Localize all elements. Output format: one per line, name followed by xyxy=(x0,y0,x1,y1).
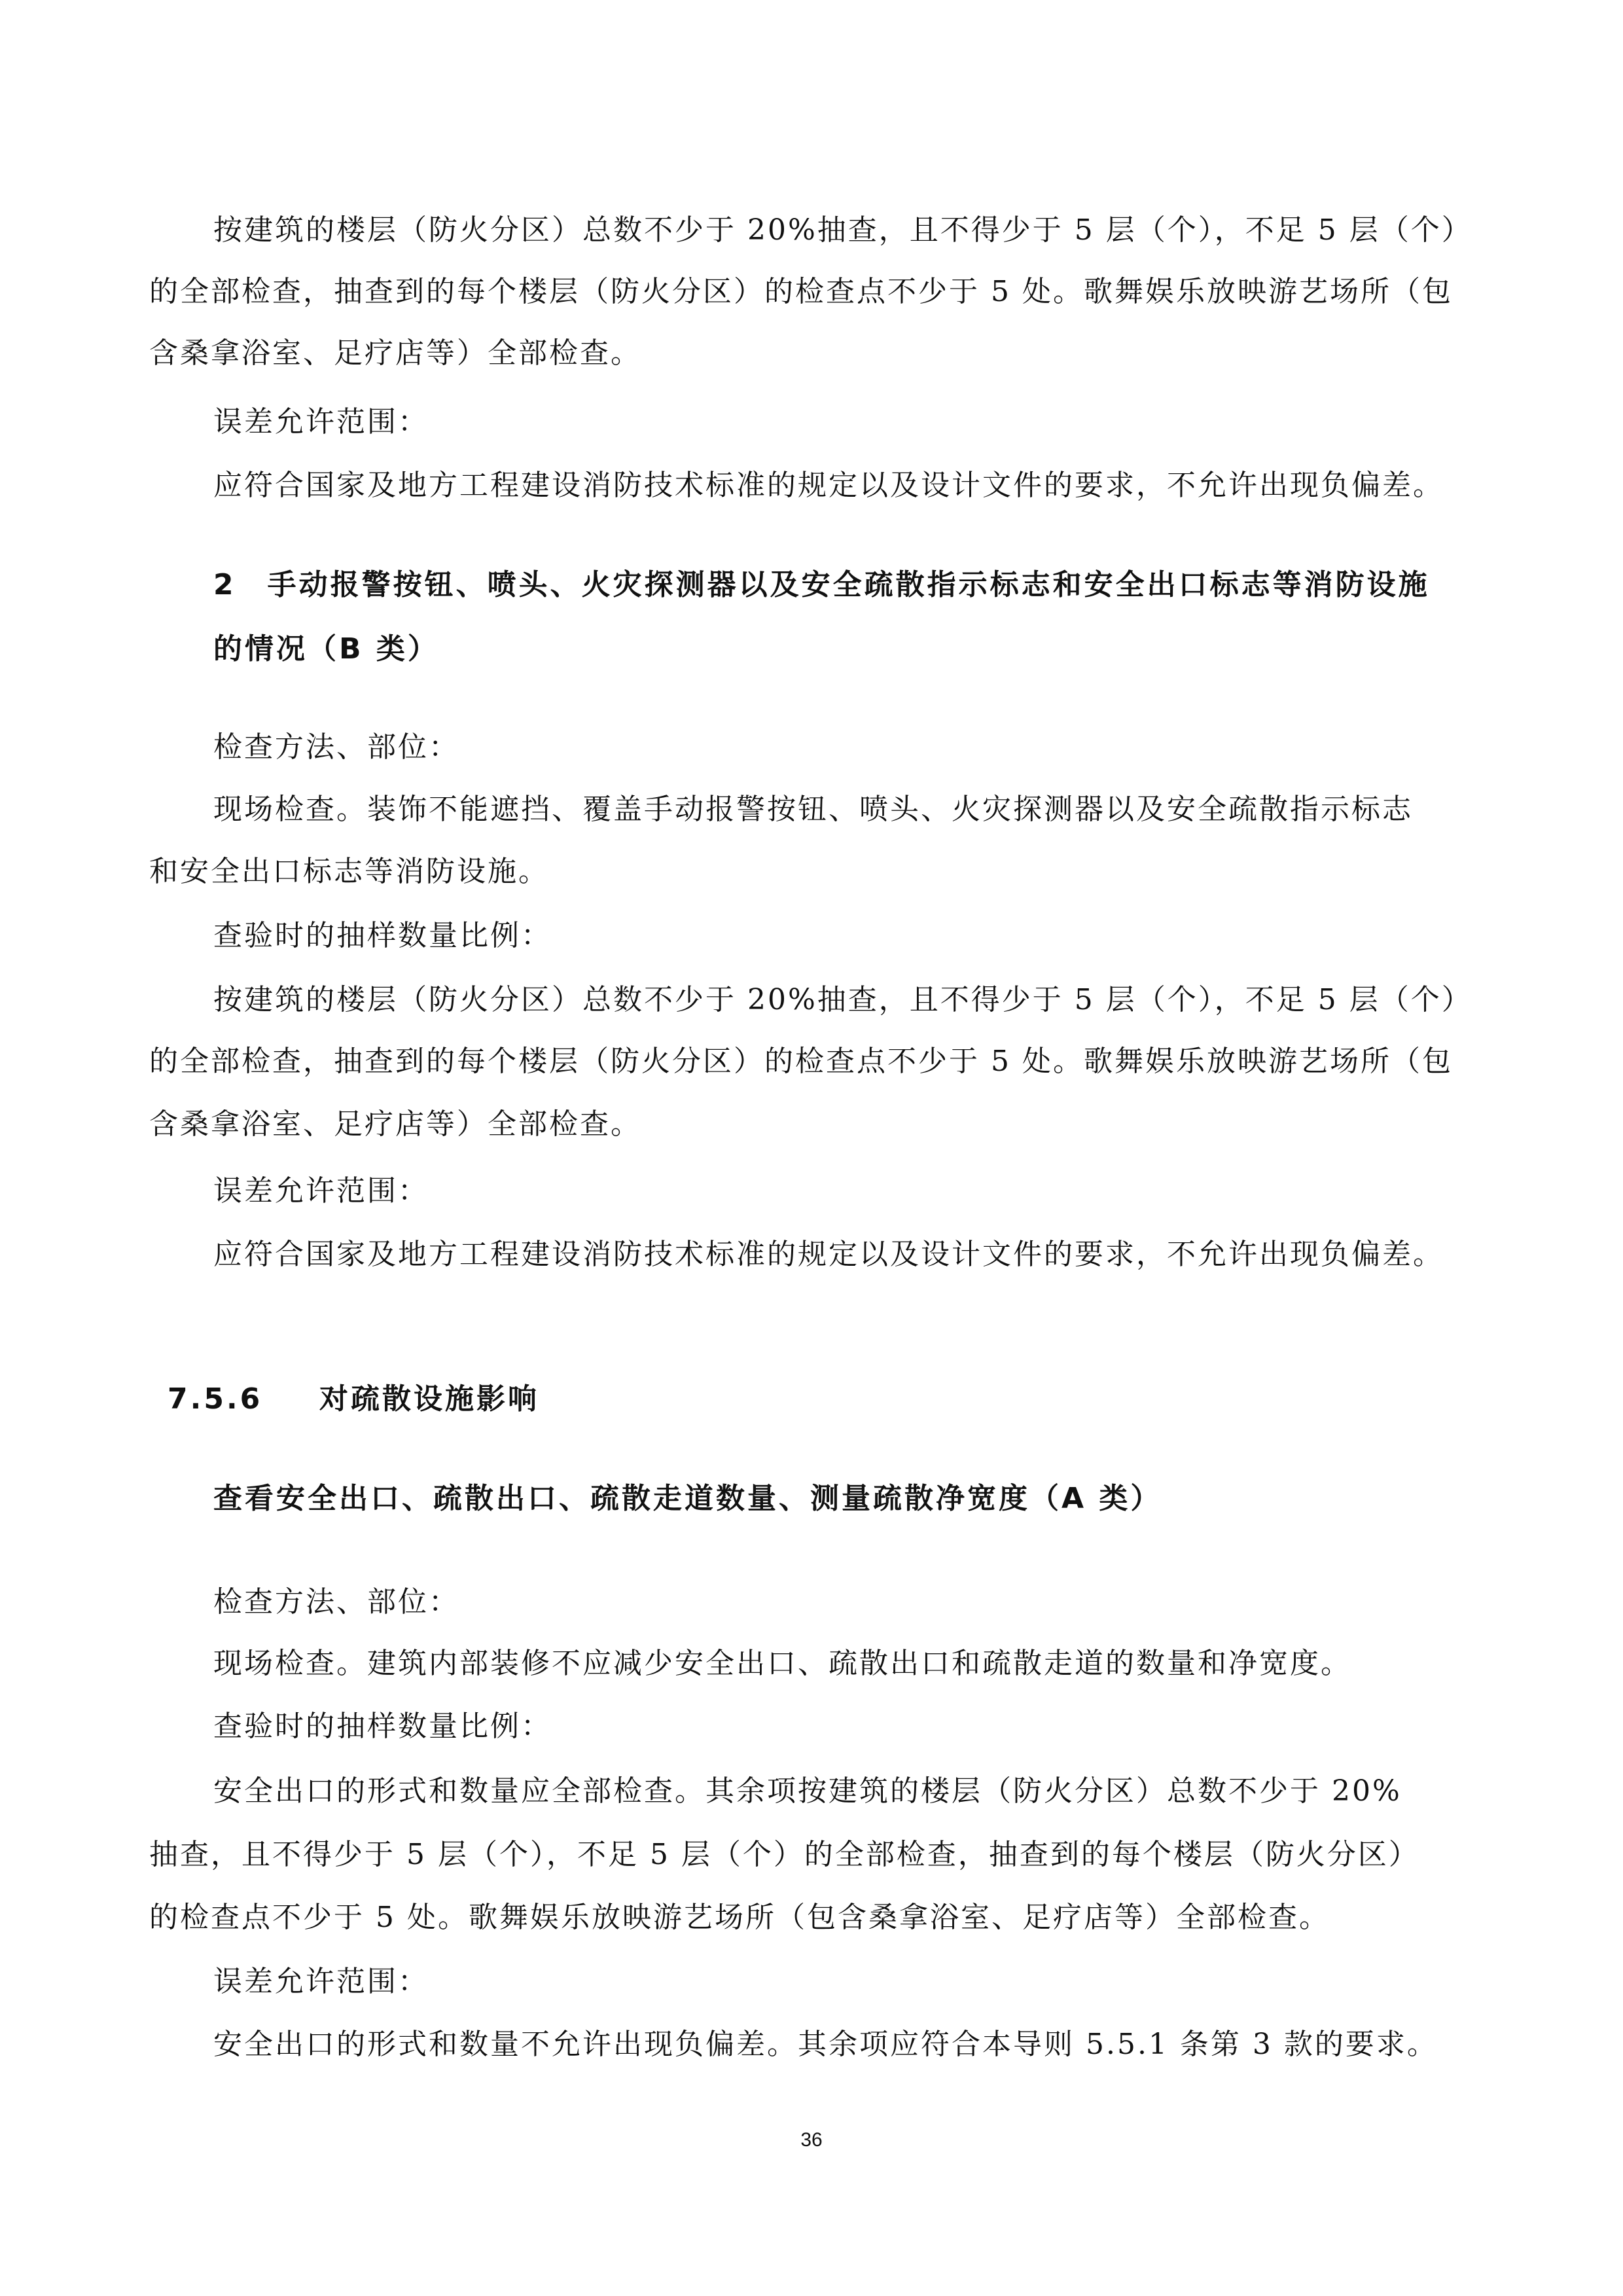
paragraph-line: 抽查，且不得少于 5 层（个），不足 5 层（个）的全部检查，抽查到的每个楼层（防火分区） xyxy=(149,1838,1419,1871)
paragraph-line: 的全部检查，抽查到的每个楼层（防火分区）的检查点不少于 5 处。歌舞娱乐放映游艺场所（包 xyxy=(149,1045,1453,1078)
paragraph-line: 误差允许范围： xyxy=(213,1174,429,1208)
page-number: 36 xyxy=(800,2129,823,2151)
item-heading: 的情况（B 类） xyxy=(213,632,439,666)
paragraph-line: 和安全出口标志等消防设施。 xyxy=(149,855,549,888)
paragraph-line: 现场检查。装饰不能遮挡、覆盖手动报警按钮、喷头、火灾探测器以及安全疏散指示标志 xyxy=(213,793,1413,826)
item-heading: 查看安全出口、疏散出口、疏散走道数量、测量疏散净宽度（A 类） xyxy=(213,1482,1162,1515)
paragraph-line: 按建筑的楼层（防火分区）总数不少于 20%抽查，且不得少于 5 层（个），不足 5 层（个） xyxy=(213,983,1472,1016)
paragraph-line: 的检查点不少于 5 处。歌舞娱乐放映游艺场所（包含桑拿浴室、足疗店等）全部检查。 xyxy=(149,1901,1330,1934)
paragraph-line: 查验时的抽样数量比例： xyxy=(213,1710,552,1743)
item-heading: 2 手动报警按钮、喷头、火灾探测器以及安全疏散指示标志和安全出口标志等消防设施 xyxy=(213,568,1430,601)
paragraph-line: 误差允许范围： xyxy=(213,1965,429,1998)
paragraph-line: 安全出口的形式和数量不允许出现负偏差。其余项应符合本导则 5.5.1 条第 3 款的要求。 xyxy=(213,2028,1438,2061)
paragraph-line: 检查方法、部位： xyxy=(213,1585,459,1619)
paragraph-line: 的全部检查，抽查到的每个楼层（防火分区）的检查点不少于 5 处。歌舞娱乐放映游艺场所（包 xyxy=(149,275,1453,308)
paragraph-line: 按建筑的楼层（防火分区）总数不少于 20%抽查，且不得少于 5 层（个），不足 5 层（个） xyxy=(213,213,1472,247)
paragraph-line: 检查方法、部位： xyxy=(213,730,459,764)
section-title: 对疏散设施影响 xyxy=(319,1382,539,1416)
paragraph-line: 安全出口的形式和数量应全部检查。其余项按建筑的楼层（防火分区）总数不少于 20% xyxy=(213,1774,1402,1808)
paragraph-line: 查验时的抽样数量比例： xyxy=(213,919,552,952)
paragraph-line: 应符合国家及地方工程建设消防技术标准的规定以及设计文件的要求，不允许出现负偏差。 xyxy=(213,1238,1444,1271)
paragraph-line: 现场检查。建筑内部装修不应减少安全出口、疏散出口和疏散走道的数量和净宽度。 xyxy=(213,1647,1351,1680)
paragraph-line: 应符合国家及地方工程建设消防技术标准的规定以及设计文件的要求，不允许出现负偏差。 xyxy=(213,469,1444,502)
paragraph-line: 含桑拿浴室、足疗店等）全部检查。 xyxy=(149,1107,641,1141)
paragraph-line: 含桑拿浴室、足疗店等）全部检查。 xyxy=(149,336,641,370)
section-number: 7.5.6 xyxy=(168,1382,263,1416)
paragraph-line: 误差允许范围： xyxy=(213,405,429,439)
